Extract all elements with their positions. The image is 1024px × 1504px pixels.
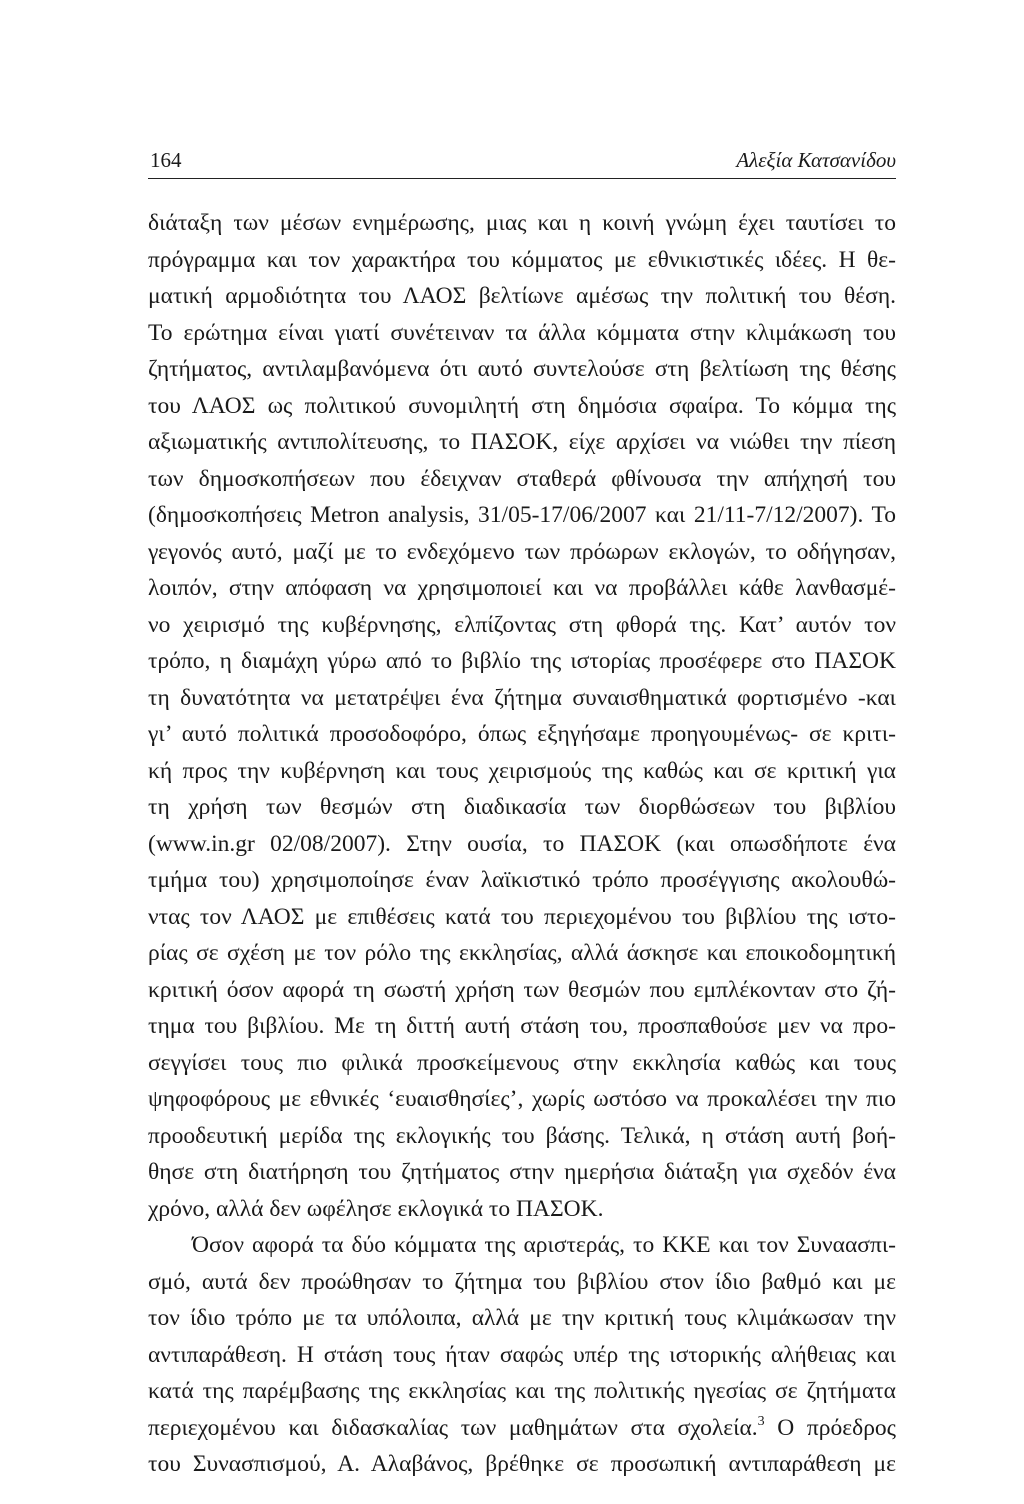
text-line: σμό, αυτά δεν προώθησαν το ζήτημα του βιβλίου στον ίδιο βαθμό και με (148, 1268, 896, 1295)
text-line: Όσον αφορά τα δύο κόμματα της αριστεράς, το ΚΚΕ και τον Συναασπι- (192, 1232, 896, 1258)
text-line: τημα του βιβλίου. Με τη διττή αυτή στάση του, προσπαθούσε μεν να προ- (148, 1013, 896, 1039)
footnote-mark[interactable]: 3 (757, 1413, 765, 1429)
text-line: ματική αρμοδιότητα του ΛΑΟΣ βελτίωνε αμέσως την πολιτική του θέση. (148, 283, 896, 309)
body-text (148, 205, 896, 1483)
text-line: ρίας σε σχέση με τον ρόλο της εκκλησίας, αλλά άσκησε και εποικοδομητική (148, 940, 896, 966)
text-line: τον ίδιο τρόπο με τα υπόλοιπα, αλλά με την κριτική τους κλιμάκωσαν την (148, 1305, 896, 1331)
text-line: πρόγραμμα και τον χαρακτήρα του κόμματος με εθνικιστικές ιδέες. Η θε- (148, 246, 896, 273)
text-line: Το ερώτημα είναι γιατί συνέτειναν τα άλλα κόμματα στην κλιμάκωση του (148, 319, 896, 346)
text-line: ντας τον ΛΑΟΣ με επιθέσεις κατά του περιεχομένου του βιβλίου της ιστο- (148, 903, 896, 930)
text-line: (δημοσκοπήσεις Metron analysis, 31/05-17/06/2007 και 21/11-7/12/2007). Το (148, 502, 896, 528)
text-line-with-footnote (148, 1410, 896, 1447)
text-line: κατά της παρέμβασης της εκκλησίας και της πολιτικής ηγεσίας σε ζητήματα (148, 1378, 896, 1404)
text-segment: περιεχομένου και διδασκαλίας των μαθημάτων στα σχολεία. (148, 1414, 758, 1441)
text-line: του Συνασπισμού, Α. Αλαβάνος, βρέθηκε σε προσωπική αντιπαράθεση με (148, 1451, 896, 1477)
text-line: σεγγίσει τους πιο φιλικά προσκείμενους στην εκκλησία καθώς και τους (148, 1049, 896, 1076)
text-line: διάταξη των μέσων ενημέρωσης, μιας και η κοινή γνώμη έχει ταυτίσει το (148, 210, 896, 236)
text-line: νο χειρισμό της κυβέρνησης, ελπίζοντας στη φθορά της. Κατ’ αυτόν τον (148, 611, 896, 638)
page-number: 164 (150, 148, 182, 172)
text-line: ζητήματος, αντιλαμβανόμενα ότι αυτό συντελούσε στη βελτίωση της θέσης (148, 356, 896, 382)
text-line: προοδευτική μερίδα της εκλογικής του βάσης. Τελικά, η στάση αυτή βοή- (148, 1122, 896, 1149)
book-page (148, 0, 896, 1504)
text-line: λοιπόν, στην απόφαση να χρησιμοποιεί και να προβάλλει κάθε λανθασμέ- (148, 575, 896, 601)
header-rule (148, 178, 896, 179)
page-header (148, 148, 896, 176)
paragraph (148, 1227, 896, 1483)
text-line: αξιωματικής αντιπολίτευσης, το ΠΑΣΟΚ, είχε αρχίσει να νιώθει την πίεση (148, 429, 896, 455)
text-line: ψηφοφόρους με εθνικές ‘ευαισθησίες’, χωρίς ωστόσο να προκαλέσει την πιο (148, 1086, 896, 1112)
paragraph (148, 205, 896, 1227)
text-line: κή προς την κυβέρνηση και τους χειρισμούς της καθώς και σε κριτική για (148, 757, 896, 784)
text-line: θησε στη διατήρηση του ζητήματος στην ημερήσια διάταξη για σχεδόν ένα (148, 1159, 896, 1185)
text-line: τμήμα του) χρησιμοποίησε έναν λαϊκιστικό τρόπο προσέγγισης ακολουθώ- (148, 867, 896, 893)
text-line: γι’ αυτό πολιτικά προσοδοφόρο, όπως εξηγήσαμε προηγουμένως- σε κριτι- (148, 721, 896, 747)
text-line: τρόπο, η διαμάχη γύρω από το βιβλίο της ιστορίας προσέφερε στο ΠΑΣΟΚ (148, 648, 896, 674)
text-line: τη δυνατότητα να μετατρέψει ένα ζήτημα συναισθηματικά φορτισμένο -και (148, 684, 896, 711)
text-line: του ΛΑΟΣ ως πολιτικού συνομιλητή στη δημόσια σφαίρα. Το κόμμα της (148, 392, 896, 419)
text-line: τη χρήση των θεσμών στη διαδικασία των διορθώσεων του βιβλίου (148, 794, 896, 820)
text-line: αντιπαράθεση. Η στάση τους ήταν σαφώς υπέρ της ιστορικής αλήθειας και (148, 1341, 896, 1368)
text-line: (www.in.gr 02/08/2007). Στην ουσία, το ΠΑΣΟΚ (και οπωσδήποτε ένα (148, 830, 896, 857)
text-line: κριτική όσον αφορά τη σωστή χρήση των θεσμών που εμπλέκονταν στο ζή- (148, 976, 896, 1003)
text-line: γεγονός αυτό, μαζί με το ενδεχόμενο των πρόωρων εκλογών, το οδήγησαν, (148, 538, 896, 565)
text-line: των δημοσκοπήσεων που έδειχναν σταθερά φθίνουσα την απήχησή του (148, 465, 896, 492)
text-segment: Ο πρόεδρος (764, 1414, 896, 1441)
running-head-author: Αλεξία Κατσανίδου (736, 148, 896, 172)
text-line: χρόνο, αλλά δεν ωφέλησε εκλογικά το ΠΑΣΟΚ. (148, 1195, 604, 1222)
